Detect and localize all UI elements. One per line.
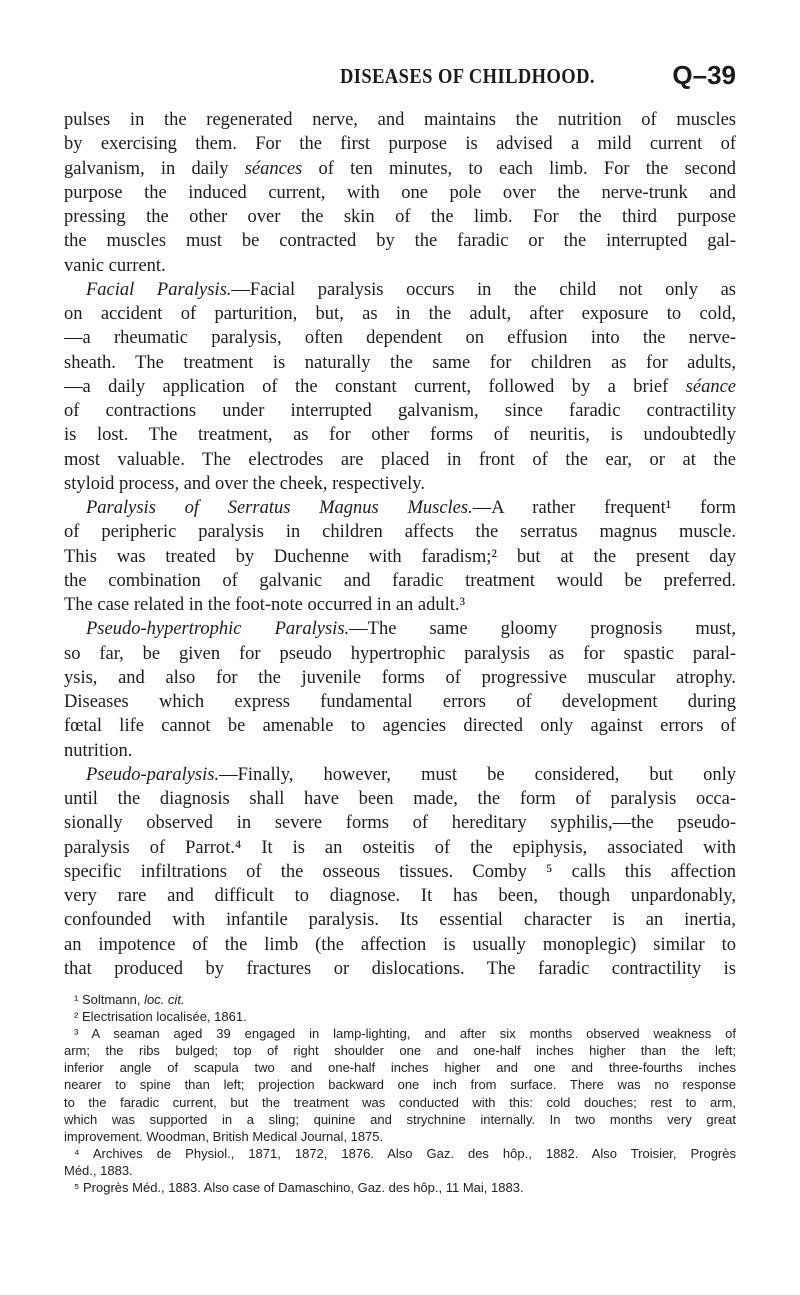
text-line: vanic current. — [64, 255, 166, 276]
text-line: until the diagnosis shall have been made, the form of paralysis occa- — [64, 789, 736, 809]
text-line: —a daily application of the constant current, followed by a brief séance — [64, 376, 736, 397]
text-line: confounded with infantile paralysis. Its essential character is an inertia, — [64, 910, 736, 931]
text-line: The case related in the foot-note occurred in an adult.³ — [64, 595, 466, 615]
footnote-line: ⁴ Archives de Physiol., 1871, 1872, 1876. Also Gaz. des hôp., 1882. Also Troisier, Progrès — [74, 1145, 736, 1161]
text-line: —a rheumatic paralysis, often dependent on effusion into the nerve- — [64, 328, 736, 349]
text-line: Facial Paralysis.—Facial paralysis occurs in the child not only as — [86, 279, 736, 300]
text-line: styloid process, and over the cheek, respectively. — [64, 473, 425, 494]
footnote-line: improvement. Woodman, British Medical Journal, 1875. — [64, 1128, 384, 1144]
text-line: Diseases which express fundamental errors of development during — [64, 692, 736, 712]
text-line: galvanism, in daily séances of ten minutes, to each limb. For the second — [64, 158, 736, 179]
footnote-line: nearer to spine than left; projection backward one inch from surface. There was no response — [64, 1077, 736, 1093]
footnotes — [64, 991, 736, 1196]
text-line: by exercising them. For the first purpose is advised a mild current of — [64, 134, 736, 155]
text-line: specific infiltrations of the osseous tissues. Comby ⁵ calls this affection — [64, 861, 736, 882]
footnote-line: inferior angle of scapula two and one-half inches higher and one and three-fourths inches — [64, 1060, 736, 1076]
footnote-line: ² Electrisation localisée, 1861. — [74, 1009, 247, 1025]
footnote-line: ³ A seaman aged 39 engaged in lamp-lighting, and after six months observed weakness of — [74, 1026, 736, 1042]
page-number: Q–39 — [672, 60, 736, 90]
running-header — [64, 60, 736, 90]
text-line: the muscles must be contracted by the faradic or the interrupted gal- — [64, 231, 736, 252]
text-line: is lost. The treatment, as for other forms of neuritis, is undoubtedly — [64, 425, 736, 446]
text-line: very rare and difficult to diagnose. It has been, though unpardonably, — [64, 886, 736, 906]
text-line: nutrition. — [64, 740, 133, 761]
text-line: Paralysis of Serratus Magnus Muscles.—A rather frequent¹ form — [86, 498, 736, 518]
text-line: an impotence of the limb (the affection is usually monoplegic) similar to — [64, 934, 736, 955]
text-line: on accident of parturition, but, as in the adult, after exposure to cold, — [64, 304, 736, 324]
text-line: This was treated by Duchenne with faradism;² but at the present day — [64, 546, 736, 567]
footnote-line: arm; the ribs bulged; top of right shoulder one and one-half inches higher than the left; — [64, 1043, 736, 1059]
text-line: Pseudo-hypertrophic Paralysis.—The same gloomy prognosis must, — [86, 619, 736, 640]
text-line: most valuable. The electrodes are placed in front of the ear, or at the — [64, 449, 736, 470]
footnote-line: ⁵ Progrès Méd., 1883. Also case of Damaschino, Gaz. des hôp., 11 Mai, 1883. — [74, 1180, 524, 1196]
text-line: pulses in the regenerated nerve, and maintains the nutrition of muscles — [64, 110, 736, 130]
footnote-line: which was supported in a sling; quinine and strychnine internally. In two months very great — [64, 1111, 736, 1127]
text-line: of peripheric paralysis in children affects the serratus magnus muscle. — [64, 522, 736, 543]
running-title: DISEASES OF CHILDHOOD. — [340, 64, 595, 88]
text-line: sheath. The treatment is naturally the same for children as for adults, — [64, 352, 736, 373]
footnote-line: to the faradic current, but the treatment was conducted with this: cold douches; rest to arm, — [64, 1094, 736, 1110]
footnote-line: ¹ Soltmann, loc. cit. — [74, 992, 185, 1007]
text-line: pressing the other over the skin of the limb. For the third purpose — [64, 207, 736, 227]
text-line: the combination of galvanic and faradic treatment would be preferred. — [64, 570, 736, 591]
text-line: ysis, and also for the juvenile forms of progressive muscular atrophy. — [64, 667, 736, 688]
text-line: sionally observed in severe forms of hereditary syphilis,—the pseudo- — [64, 813, 736, 834]
text-line: fœtal life cannot be amenable to agencies directed only against errors of — [64, 716, 736, 737]
text-line: paralysis of Parrot.⁴ It is an osteitis of the epiphysis, associated with — [64, 837, 736, 858]
body-text — [64, 108, 736, 981]
text-line: of contractions under interrupted galvanism, since faradic contractility — [64, 401, 736, 421]
page — [64, 60, 736, 1196]
text-line: Pseudo-paralysis.—Finally, however, must be considered, but only — [86, 764, 736, 785]
text-line: so far, be given for pseudo hypertrophic paralysis as for spastic paral- — [64, 643, 736, 664]
text-line: purpose the induced current, with one pole over the nerve-trunk and — [64, 182, 736, 203]
text-line: that produced by fractures or dislocations. The faradic contractility is — [64, 958, 736, 979]
footnote-line: Méd., 1883. — [64, 1162, 133, 1178]
